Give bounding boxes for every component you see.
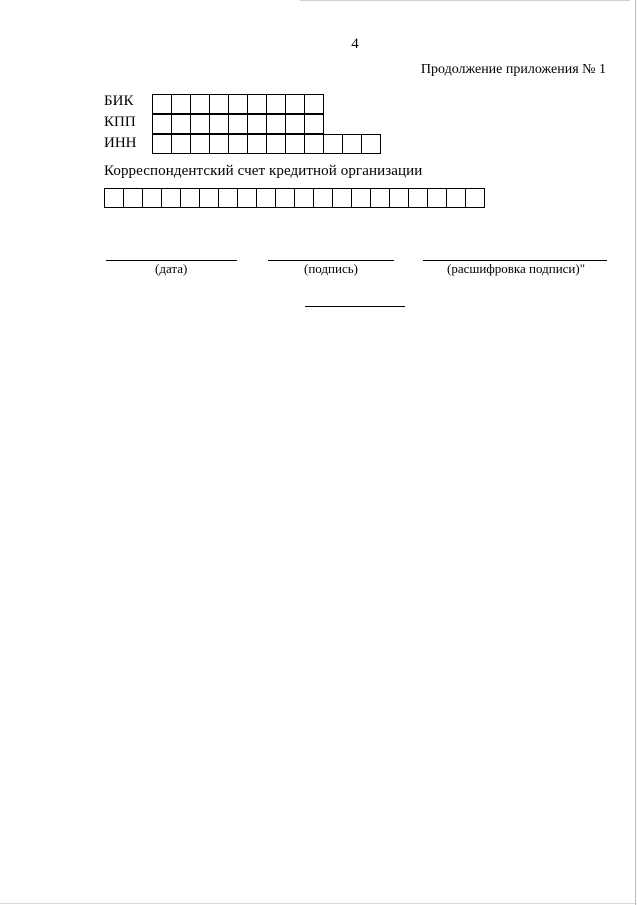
kpp-label: КПП	[104, 114, 136, 130]
digit-cell[interactable]	[104, 188, 124, 208]
digit-cell[interactable]	[218, 188, 238, 208]
digit-cell[interactable]	[142, 188, 162, 208]
appendix-continuation-note: Продолжение приложения № 1	[420, 62, 606, 77]
digit-cell[interactable]	[190, 114, 210, 134]
correspondent-account-title: Корреспондентский счет кредитной организации	[104, 163, 423, 179]
digit-cell[interactable]	[247, 94, 267, 114]
digit-cell[interactable]	[446, 188, 466, 208]
digit-cell[interactable]	[171, 114, 191, 134]
digit-cell[interactable]	[304, 94, 324, 114]
digit-cell[interactable]	[465, 188, 485, 208]
digit-cell[interactable]	[123, 188, 143, 208]
digit-cell[interactable]	[190, 134, 210, 154]
digit-cell[interactable]	[313, 188, 333, 208]
inn-cells[interactable]	[152, 134, 381, 154]
digit-cell[interactable]	[323, 134, 343, 154]
digit-cell[interactable]	[247, 134, 267, 154]
digit-cell[interactable]	[161, 188, 181, 208]
digit-cell[interactable]	[266, 94, 286, 114]
kpp-cells[interactable]	[152, 114, 324, 134]
digit-cell[interactable]	[209, 114, 229, 134]
digit-cell[interactable]	[285, 94, 305, 114]
digit-cell[interactable]	[228, 134, 248, 154]
date-caption: (дата)	[155, 261, 188, 276]
digit-cell[interactable]	[256, 188, 276, 208]
digit-cell[interactable]	[389, 188, 409, 208]
digit-cell[interactable]	[304, 134, 324, 154]
digit-cell[interactable]	[237, 188, 257, 208]
inn-label: ИНН	[104, 135, 137, 151]
digit-cell[interactable]	[427, 188, 447, 208]
digit-cell[interactable]	[209, 94, 229, 114]
digit-cell[interactable]	[228, 94, 248, 114]
digit-cell[interactable]	[190, 94, 210, 114]
signature-caption: (подпись)	[304, 261, 358, 276]
digit-cell[interactable]	[408, 188, 428, 208]
digit-cell[interactable]	[342, 134, 362, 154]
digit-cell[interactable]	[294, 188, 314, 208]
correspondent-account-cells[interactable]	[104, 188, 485, 208]
bik-cells[interactable]	[152, 94, 324, 114]
digit-cell[interactable]	[351, 188, 371, 208]
digit-cell[interactable]	[304, 114, 324, 134]
digit-cell[interactable]	[285, 134, 305, 154]
digit-cell[interactable]	[247, 114, 267, 134]
scan-edge-bottom	[0, 903, 637, 904]
digit-cell[interactable]	[361, 134, 381, 154]
page-number: 4	[351, 36, 359, 52]
closing-separator-line	[305, 306, 405, 307]
scan-edge-top	[300, 0, 630, 1]
digit-cell[interactable]	[152, 94, 172, 114]
digit-cell[interactable]	[285, 114, 305, 134]
digit-cell[interactable]	[228, 114, 248, 134]
digit-cell[interactable]	[275, 188, 295, 208]
signature-decoding-caption: (расшифровка подписи)"	[447, 261, 586, 276]
digit-cell[interactable]	[180, 188, 200, 208]
scan-edge-right	[635, 0, 636, 905]
digit-cell[interactable]	[152, 134, 172, 154]
digit-cell[interactable]	[171, 134, 191, 154]
digit-cell[interactable]	[266, 134, 286, 154]
digit-cell[interactable]	[370, 188, 390, 208]
bik-label: БИК	[104, 93, 134, 109]
digit-cell[interactable]	[209, 134, 229, 154]
digit-cell[interactable]	[199, 188, 219, 208]
digit-cell[interactable]	[171, 94, 191, 114]
digit-cell[interactable]	[266, 114, 286, 134]
digit-cell[interactable]	[152, 114, 172, 134]
digit-cell[interactable]	[332, 188, 352, 208]
